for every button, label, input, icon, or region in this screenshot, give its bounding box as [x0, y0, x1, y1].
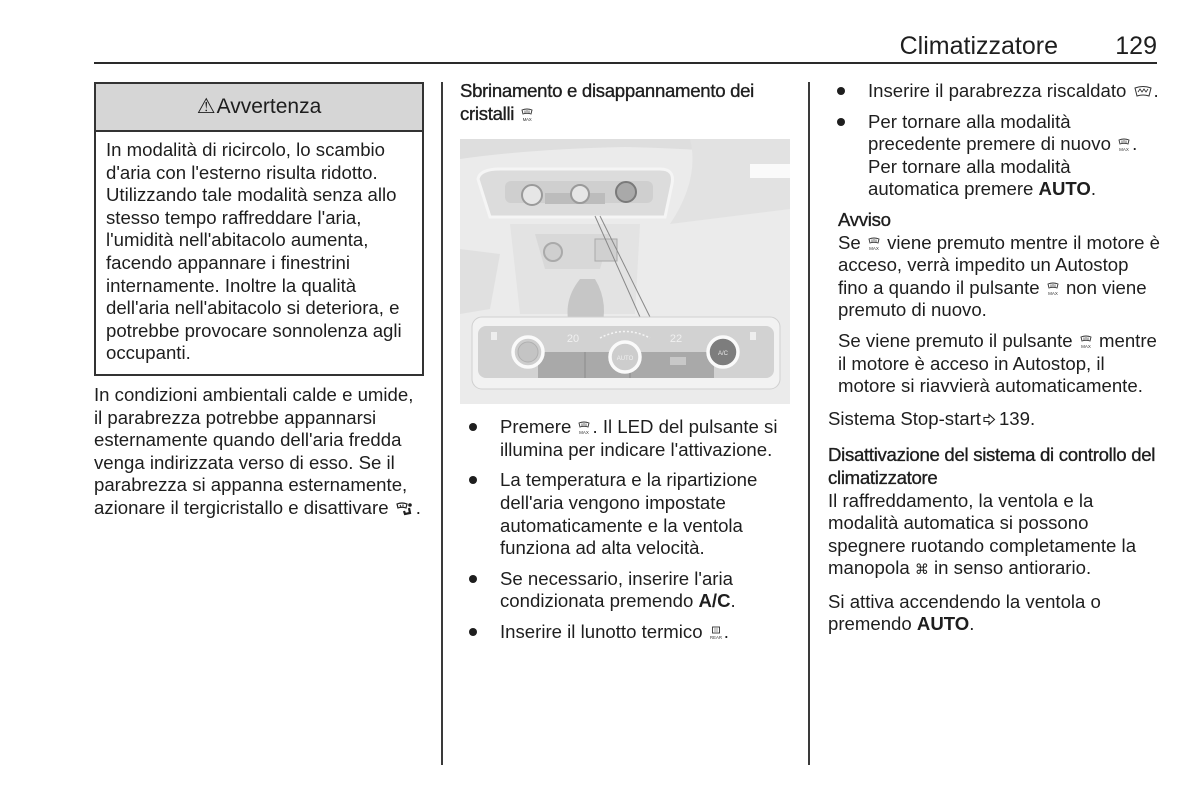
rear-window-heater-icon	[710, 626, 722, 640]
svg-text:MAX: MAX	[579, 430, 590, 436]
svg-text:MAX: MAX	[1080, 344, 1091, 350]
paragraph: Il raffreddamento, la ventola e la modalità automatica si possono spegnere ruotando completamente la manopola ⌘ in senso antiorario.	[828, 490, 1163, 581]
instruction-list	[460, 416, 795, 643]
column-1	[94, 80, 424, 520]
climate-panel-photo	[460, 139, 790, 404]
column-divider	[808, 82, 810, 765]
list-item: Inserire il lunotto termico REAR .	[460, 621, 795, 644]
climate-panel-illustration	[460, 139, 790, 404]
max-defrost-icon	[1080, 335, 1092, 349]
list-item: Inserire il parabrezza riscaldato .	[828, 80, 1163, 103]
list-item: Se necessario, inserire l'aria condizionata premendo A/C.	[460, 568, 795, 613]
instruction-list	[828, 80, 1163, 201]
warning-box	[94, 82, 424, 376]
column-divider	[441, 82, 443, 765]
column-2	[460, 80, 795, 652]
list-item: La temperatura e la ripartizione dell'aria vengono impostate automaticamente e la ventola funziona ad alta velocità.	[460, 469, 795, 559]
paragraph-text: In condizioni ambientali calde e umide, il parabrezza potrebbe appannarsi esternamente quando dell'aria fredda venga indirizzata verso di esso. Se il parabrezza si appanna esternamente, azionare il tergicristallo e disattivare	[94, 383, 414, 518]
svg-text:A/C: A/C	[717, 351, 729, 358]
paragraph: Si attiva accendendo la ventola o premendo AUTO.	[828, 590, 1101, 635]
svg-text:MAX: MAX	[1119, 147, 1129, 153]
paragraph	[94, 384, 424, 520]
left-temp: 20	[566, 333, 580, 346]
max-defrost-icon	[1047, 282, 1059, 296]
max-defrost-icon	[1118, 138, 1130, 152]
max-defrost-icon	[578, 421, 590, 435]
section-heading: Sbrinamento e disappannamento dei cristalli MAX	[460, 80, 755, 124]
max-defrost-icon	[521, 108, 533, 122]
warning-title: Avvertenza	[216, 94, 322, 118]
page-number: 129	[1115, 32, 1157, 60]
column-3	[828, 80, 1163, 636]
max-defrost-icon	[868, 237, 880, 251]
page-header	[94, 30, 1157, 64]
cross-reference-arrow-icon	[983, 413, 996, 426]
svg-text:AUTO: AUTO	[616, 356, 634, 363]
list-item: Premere MAX . Il LED del pulsante si illumina per indicare l'attivazione.	[460, 416, 795, 461]
svg-text:REAR: REAR	[709, 635, 722, 641]
windscreen-air-distribution-icon	[396, 502, 414, 516]
warning-header	[96, 84, 422, 132]
cross-reference[interactable]: Sistema Stop-start 139.	[828, 407, 1036, 429]
section-heading: Disattivazione del sistema di controllo del climatizzatore	[828, 444, 1156, 488]
note-paragraph: Se viene premuto il pulsante MAX mentre il motore è acceso in Autostop, il motore si riavvierà automaticamente.	[838, 329, 1157, 397]
note-paragraph: Se MAX viene premuto mentre il motore è acceso, verrà impedito un Autostop fino a quando il pulsante MAX non viene premuto di nuovo.	[838, 231, 1160, 321]
warning-triangle-icon: ⚠	[196, 94, 216, 118]
right-temp: 22	[669, 333, 683, 346]
warning-body: In modalità di ricircolo, lo scambio d'aria con l'esterno risulta ridotto. Utilizzando tale modalità senza allo stesso tempo raffreddare l'aria, l'umidità nell'abitacolo aumenta, facendo appannare i finestrini internamente. Inoltre la qualità dell'aria nell'abitacolo si deteriora, e potrebbe provocare sonnolenza agli occupanti.	[106, 139, 402, 364]
fan-icon: ⌘	[914, 561, 929, 578]
list-item: Per tornare alla modalità precedente premere di nuovo MAX . Per tornare alla modalità automatica premere AUTO.	[828, 111, 1163, 201]
svg-text:MAX: MAX	[1047, 290, 1058, 296]
section-title: Climatizzatore	[899, 32, 1058, 60]
paragraph-end: .	[415, 496, 421, 518]
svg-text:MAX: MAX	[522, 116, 532, 122]
svg-text:MAX: MAX	[869, 245, 879, 251]
note-title: Avviso	[838, 208, 891, 230]
heated-windscreen-icon	[1134, 85, 1152, 99]
